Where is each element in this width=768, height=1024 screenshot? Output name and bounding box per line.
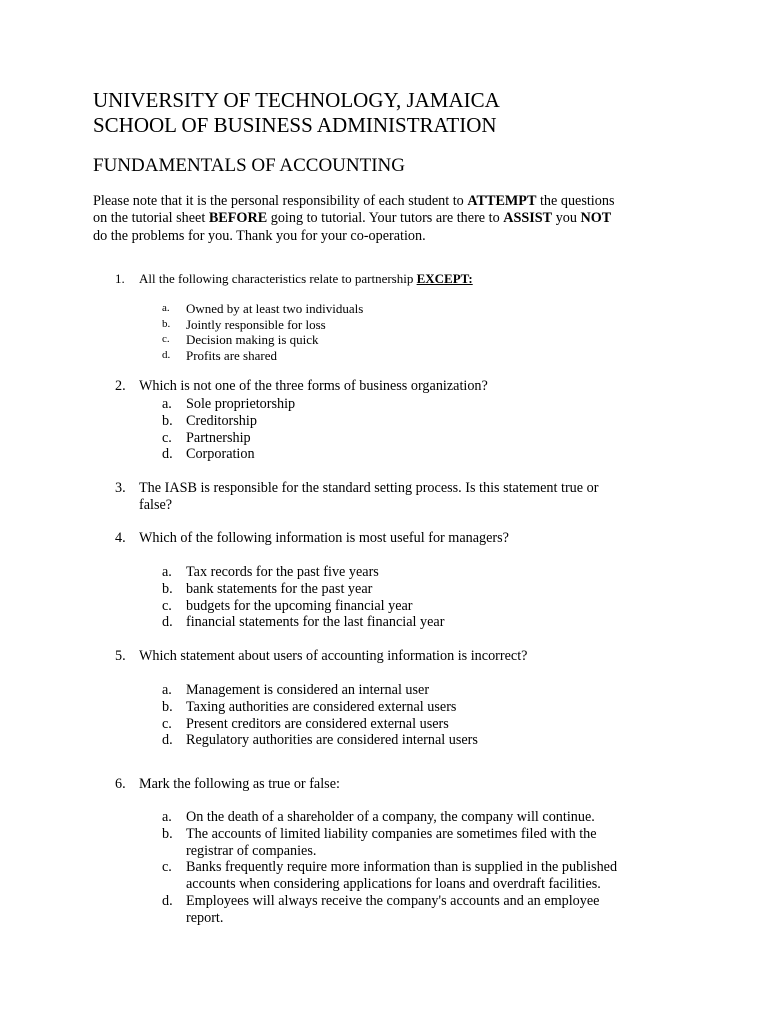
intro-text: do the problems for you. Thank you for your co-operation.	[93, 227, 426, 244]
option-text: Partnership	[186, 429, 251, 446]
option-letter: c.	[162, 429, 172, 446]
question-emphasis: EXCEPT:	[416, 271, 473, 286]
option-b	[162, 826, 682, 860]
option-text: report.	[186, 909, 224, 926]
option-a	[162, 301, 662, 317]
question-text: Which statement about users of accounting information is incorrect?	[139, 648, 528, 664]
option-b	[162, 581, 662, 598]
option-b	[162, 317, 662, 333]
question-text: Mark the following as true or false:	[139, 776, 340, 792]
option-letter: a.	[162, 302, 170, 314]
question-2-options	[162, 396, 662, 463]
school-name: SCHOOL OF BUSINESS ADMINISTRATION	[93, 113, 497, 137]
option-text: Regulatory authorities are considered internal users	[186, 732, 478, 749]
question-1-options	[162, 301, 662, 363]
option-text: Management is considered an internal user	[186, 682, 430, 698]
question-text: Which of the following information is most useful for managers?	[139, 530, 509, 546]
question-number: 5.	[115, 648, 126, 664]
option-letter: d.	[162, 614, 173, 631]
option-a	[162, 564, 662, 581]
option-letter: b.	[162, 580, 173, 597]
question-text: false?	[139, 497, 173, 514]
option-letter: c.	[162, 333, 170, 346]
option-text: bank statements for the past year	[186, 580, 373, 597]
option-letter: d.	[162, 732, 173, 749]
option-text: registrar of companies.	[186, 842, 317, 859]
option-text: Sole proprietorship	[186, 396, 296, 412]
document-header	[93, 88, 500, 138]
option-d	[162, 893, 682, 927]
intro-emphasis-not: NOT	[580, 210, 612, 227]
question-number: 6.	[115, 776, 126, 792]
option-text: Taxing authorities are considered external users	[186, 698, 457, 715]
question-text: All the following characteristics relate to partnership	[139, 271, 417, 286]
option-c	[162, 430, 662, 447]
intro-text: you	[552, 210, 581, 227]
option-text: Decision making is quick	[186, 332, 319, 348]
option-b	[162, 413, 662, 430]
option-a	[162, 682, 662, 699]
intro-emphasis-assist: ASSIST	[503, 210, 553, 227]
option-text: accounts when considering applications for loans and overdraft facilities.	[186, 876, 601, 893]
option-b	[162, 699, 662, 716]
option-a	[162, 809, 682, 826]
option-letter: b.	[162, 825, 173, 842]
question-number: 2.	[115, 378, 126, 394]
option-letter: c.	[162, 597, 172, 614]
question-number: 1.	[115, 271, 125, 286]
option-letter: b.	[162, 412, 173, 429]
question-number: 3.	[115, 480, 126, 496]
option-text: On the death of a shareholder of a company, the company will continue.	[186, 809, 595, 825]
option-text: Banks frequently require more information than is supplied in the published	[186, 859, 618, 876]
option-text: budgets for the upcoming financial year	[186, 597, 413, 614]
intro-paragraph	[93, 193, 683, 245]
intro-emphasis-before: BEFORE	[208, 210, 268, 227]
option-c	[162, 859, 682, 893]
option-c	[162, 716, 662, 733]
option-text: Profits are shared	[186, 347, 277, 363]
option-letter: c.	[162, 859, 172, 876]
option-c	[162, 598, 662, 615]
option-text: Present creditors are considered external users	[186, 715, 449, 732]
question-5-options	[162, 682, 662, 749]
question-4-options	[162, 564, 662, 631]
option-letter: d.	[162, 892, 173, 909]
option-text: Creditorship	[186, 412, 257, 429]
option-text: The accounts of limited liability companies are sometimes filed with the	[186, 825, 597, 842]
option-d	[162, 614, 662, 631]
university-name: UNIVERSITY OF TECHNOLOGY, JAMAICA	[93, 88, 500, 112]
option-text: Owned by at least two individuals	[186, 301, 364, 316]
question-text: The IASB is responsible for the standard setting process. Is this statement true or	[139, 480, 599, 496]
option-letter: d.	[162, 348, 171, 361]
option-letter: a.	[162, 564, 172, 580]
option-d	[162, 732, 662, 749]
option-text: Tax records for the past five years	[186, 564, 379, 580]
option-letter: a.	[162, 682, 172, 698]
question-text: Which is not one of the three forms of business organization?	[139, 378, 488, 394]
option-d	[162, 446, 662, 463]
option-letter: a.	[162, 396, 172, 412]
intro-text: going to tutorial. Your tutors are there to	[267, 210, 504, 227]
option-text: Jointly responsible for loss	[186, 316, 326, 332]
option-d	[162, 348, 662, 364]
option-letter: a.	[162, 809, 172, 825]
question-number: 4.	[115, 530, 126, 546]
intro-emphasis-attempt: ATTEMPT	[467, 193, 537, 209]
course-title: FUNDAMENTALS OF ACCOUNTING	[93, 155, 405, 176]
option-text: Corporation	[186, 446, 255, 463]
question-6-options	[162, 809, 682, 927]
option-text: Employees will always receive the company's accounts and an employee	[186, 892, 600, 909]
option-text: financial statements for the last financial year	[186, 614, 445, 631]
intro-text: on the tutorial sheet	[93, 210, 209, 227]
option-c	[162, 332, 662, 348]
option-a	[162, 396, 662, 413]
option-letter: d.	[162, 446, 173, 463]
intro-text: Please note that it is the personal responsibility of each student to	[93, 193, 468, 209]
intro-text: the questions	[536, 193, 615, 209]
option-letter: b.	[162, 317, 171, 330]
option-letter: b.	[162, 698, 173, 715]
option-letter: c.	[162, 715, 172, 732]
